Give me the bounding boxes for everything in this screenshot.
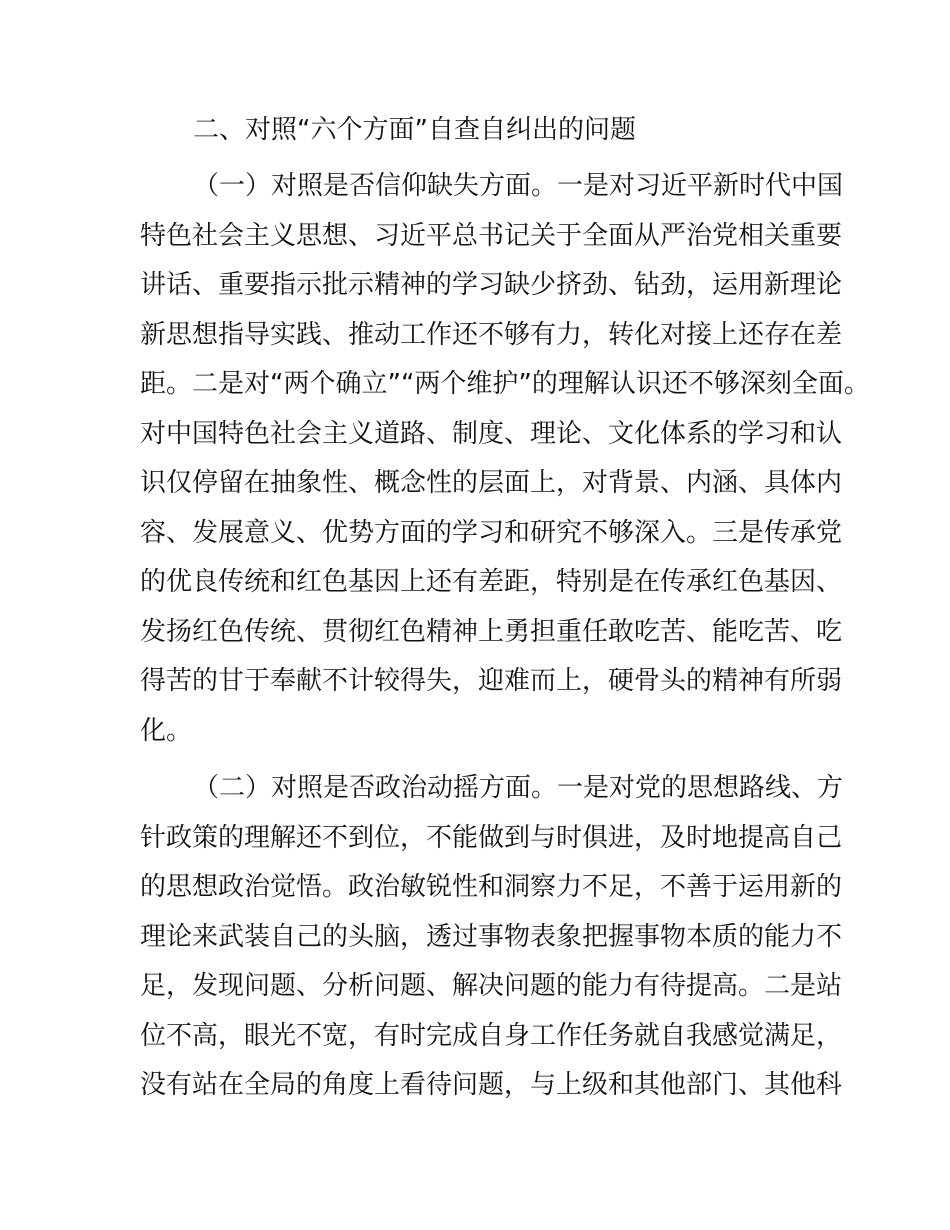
paragraph-line: 距。二是对“两个确立”“两个维护”的理解认识还不够深刻全面。 bbox=[140, 369, 870, 399]
paragraph-line: 化。 bbox=[140, 715, 193, 746]
paragraph-line: （一）对照是否信仰缺失方面。一是对习近平新时代中国 bbox=[193, 171, 844, 201]
paragraph-line: 对中国特色社会主义道路、制度、理论、文化体系的学习和认 bbox=[140, 418, 843, 449]
paragraph-line: 理论来武装自己的头脑，透过事物表象把握事物本质的能力不 bbox=[140, 921, 843, 952]
paragraph-line: 的优良传统和红色基因上还有差距，特别是在传承红色基因、 bbox=[140, 567, 843, 597]
paragraph-line: 容、发展意义、优势方面的学习和研究不够深入。三是传承党 bbox=[140, 517, 843, 548]
paragraph-line: 针政策的理解还不到位，不能做到与时俱进，及时地提高自己 bbox=[140, 822, 843, 853]
paragraph-line: 足，发现问题、分析问题、解决问题的能力有待提高。二是站 bbox=[140, 971, 843, 1001]
paragraph-line: 识仅停留在抽象性、概念性的层面上，对背景、内涵、具体内 bbox=[140, 468, 843, 498]
paragraph-line: 特色社会主义思想、习近平总书记关于全面从严治党相关重要 bbox=[140, 220, 843, 251]
paragraph-line: 发扬红色传统、贯彻红色精神上勇担重任敢吃苦、能吃苦、吃 bbox=[140, 616, 843, 647]
paragraph-line: 得苦的甘于奉献不计较得失，迎难而上，硬骨头的精神有所弱 bbox=[140, 666, 843, 696]
paragraph-line: （二）对照是否政治动摇方面。一是对党的思想路线、方 bbox=[193, 773, 844, 803]
paragraph-line: 没有站在全局的角度上看待问题，与上级和其他部门、其他科 bbox=[140, 1070, 843, 1100]
paragraph-line: 讲话、重要指示批示精神的学习缺少挤劲、钻劲，运用新理论 bbox=[140, 270, 843, 300]
paragraph-line: 新思想指导实践、推动工作还不够有力，转化对接上还存在差 bbox=[140, 319, 843, 350]
paragraph-line: 的思想政治觉悟。政治敏锐性和洞察力不足，不善于运用新的 bbox=[140, 872, 843, 902]
paragraph-line: 位不高，眼光不宽，有时完成自身工作任务就自我感觉满足， bbox=[140, 1020, 843, 1051]
section-heading: 二、对照“六个方面”自查自纠出的问题 bbox=[193, 115, 636, 145]
